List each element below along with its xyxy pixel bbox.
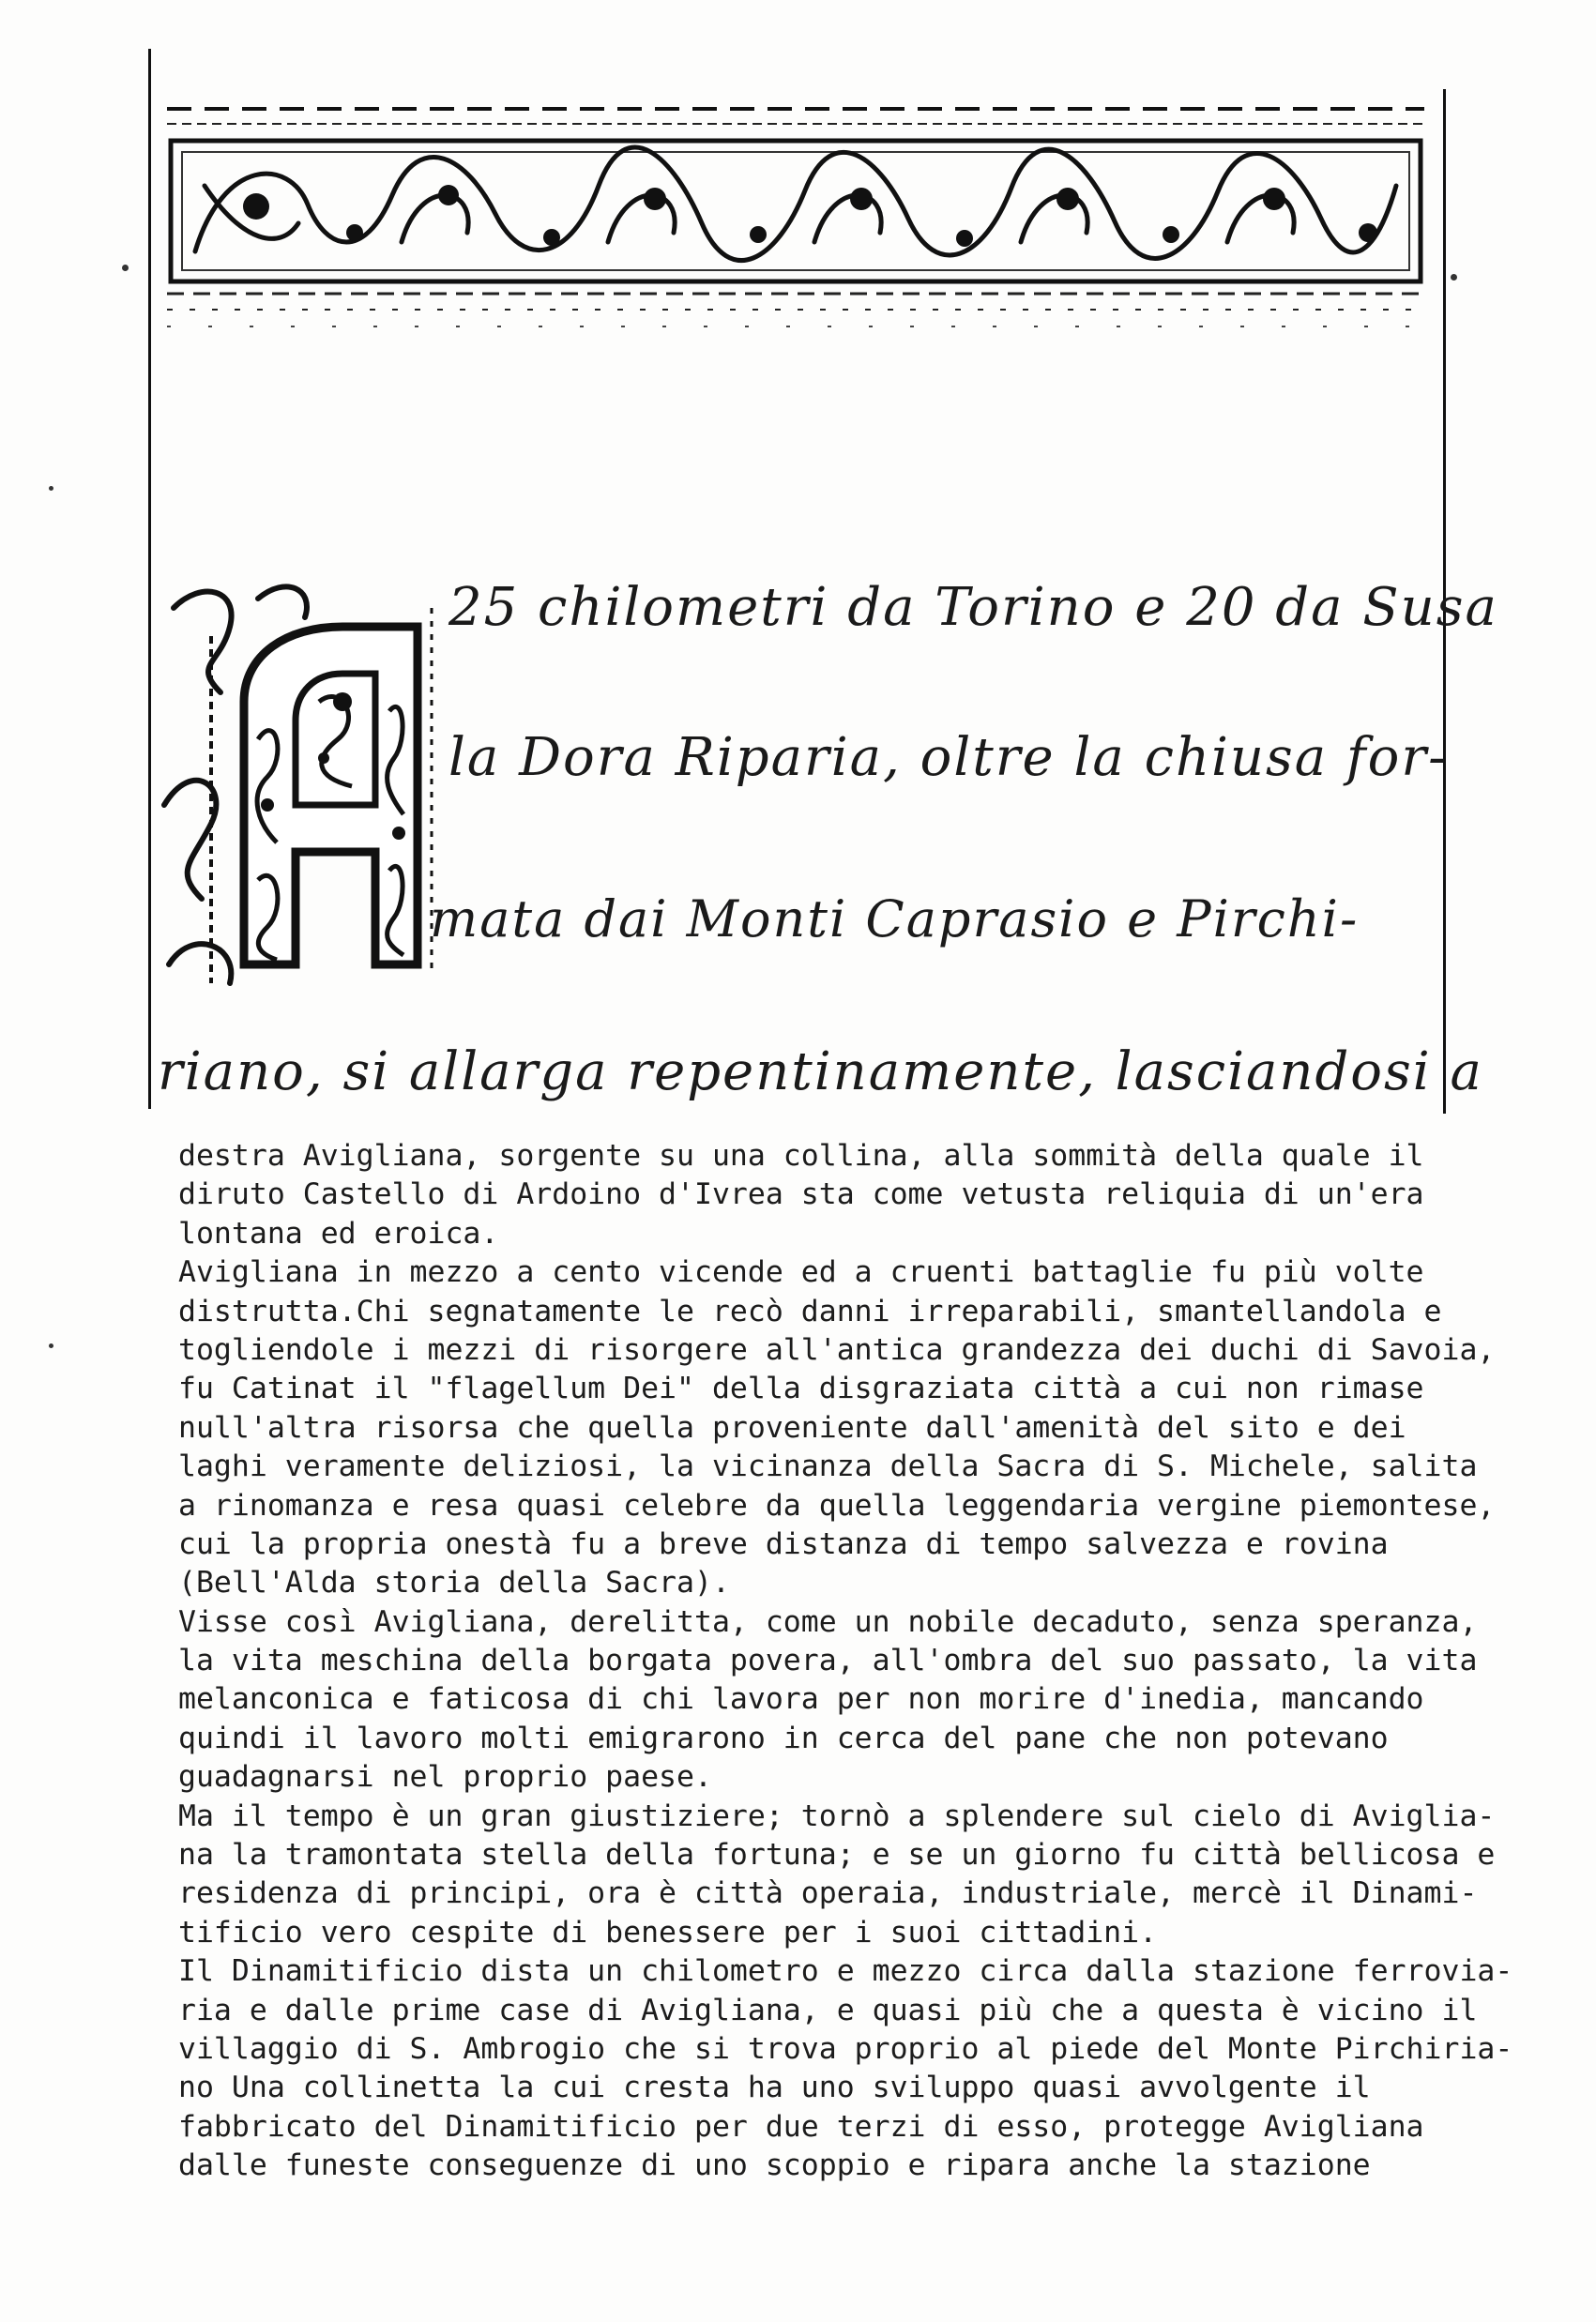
text-line: null'altra risorsa che quella proveniente dall'amenità del sito e dei <box>178 1410 1406 1445</box>
text-line: Avigliana in mezzo a cento vicende ed a cruenti battaglie fu più volte <box>178 1255 1424 1290</box>
scan-speck <box>49 486 53 491</box>
text-line: villaggio di S. Ambrogio che si trova proprio al piede del Monte Pirchiria- <box>178 2031 1513 2066</box>
decorated-letter-a-icon <box>155 570 455 993</box>
text-line: dalle funeste conseguenze di uno scoppio e ripara anche la stazione <box>178 2148 1371 2183</box>
floral-scroll-ornament <box>167 101 1424 350</box>
ornamental-band <box>167 101 1424 350</box>
text-line: guadagnarsi nel proprio paese. <box>178 1760 712 1795</box>
scan-speck <box>49 1343 53 1348</box>
text-line: destra Avigliana, sorgente su una collina, alla sommità della quale il <box>178 1139 1424 1173</box>
text-line: togliendole i mezzi di risorgere all'antica grandezza dei duchi di Savoia, <box>178 1332 1496 1367</box>
text-line: tificio vero cespite di benessere per i suoi cittadini. <box>178 1915 1158 1950</box>
text-line: distrutta.Chi segnatamente le recò danni irreparabili, smantellandola e <box>178 1294 1442 1328</box>
text-line: cui la propria onestà fu a breve distanza di tempo salvezza e rovina <box>178 1526 1389 1561</box>
text-line: laghi veramente deliziosi, la vicinanza della Sacra di S. Michele, salita <box>178 1449 1478 1484</box>
text-line: Visse così Avigliana, derelitta, come un nobile decaduto, senza speranza, <box>178 1604 1478 1639</box>
text-line: residenza di principi, ora è città operaia, industriale, mercè il Dinami- <box>178 1876 1478 1911</box>
text-line: la vita meschina della borgata povera, all'ombra del suo passato, la vita <box>178 1644 1478 1678</box>
scan-speck <box>122 265 129 271</box>
text-line: no Una collinetta la cui cresta ha uno sviluppo quasi avvolgente il <box>178 2071 1371 2105</box>
scan-speck <box>1451 274 1457 281</box>
handwritten-line: 25 chilometri da Torino e 20 da Susa <box>448 577 1498 638</box>
left-border-line <box>148 49 151 1109</box>
text-line: Il Dinamitificio dista un chilometro e mezzo circa dalla stazione ferrovia- <box>178 1954 1513 1989</box>
text-line: lontana ed eroica. <box>178 1216 499 1251</box>
text-line: a rinomanza e resa quasi celebre da quella leggendaria vergine piemontese, <box>178 1488 1496 1523</box>
handwritten-line: mata dai Monti Caprasio e Pirchi- <box>430 889 1360 949</box>
illuminated-initial <box>155 570 455 993</box>
text-line: fabbricato del Dinamitificio per due terzi di esso, protegge Avigliana <box>178 2109 1424 2144</box>
handwritten-line: la Dora Riparia, oltre la chiusa for- <box>448 727 1449 788</box>
text-line: quindi il lavoro molti emigrarono in cerca del pane che non potevano <box>178 1721 1389 1755</box>
text-line: Ma il tempo è un gran giustiziere; tornò a splendere sul cielo di Aviglia- <box>178 1798 1496 1833</box>
text-line: (Bell'Alda storia della Sacra). <box>178 1566 730 1601</box>
text-line: diruto Castello di Ardoino d'Ivrea sta come vetusta reliquia di un'era <box>178 1177 1424 1212</box>
handwritten-line: riano, si allarga repentinamente, lasciandosi a <box>158 1041 1483 1102</box>
text-line: fu Catinat il "flagellum Dei" della disgraziata città a cui non rimase <box>178 1372 1424 1406</box>
text-line: ria e dalle prime case di Avigliana, e quasi più che a questa è vicino il <box>178 1993 1478 2027</box>
typed-body-text <box>178 1137 1513 2186</box>
text-line: na la tramontata stella della fortuna; e se un giorno fu città bellicosa e <box>178 1838 1496 1873</box>
text-line: melanconica e faticosa di chi lavora per non morire d'inedia, mancando <box>178 1682 1424 1717</box>
